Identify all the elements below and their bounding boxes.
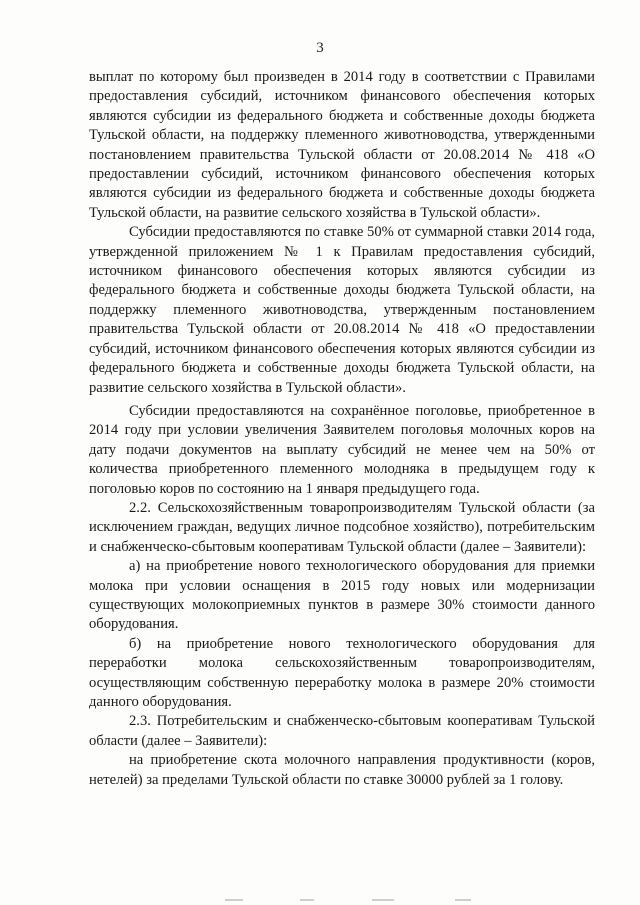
paragraph-1: выплат по которому был произведен в 2014 году в соответствии с Правилами предоставления субсидий, источником финансового обеспечения которых являются субсидии из федерального бюджета и собственные доходы бюджета Тульской области, на поддержку племенного животноводства, утвержденными постановлением правительства Тульской области от 20.08.2014 № 418 «О предоставлении субсидий, источником финансового обеспечения которых являются субсидии из федерального бюджета и собственные доходы бюджета Тульской области, на развитие сельского хозяйства в Тульской области». (89, 69, 595, 221)
paragraph-2: Субсидии предоставляются по ставке 50% от суммарной ставки 2014 года, утвержденной приложением № 1 к Правилам предоставления субсидий, источником финансового обеспечения которых являются субсидии из федерального бюджета и собственные доходы бюджета Тульской области, на поддержку племенного животноводства, утвержденным постановлением правительства Тульской области от 20.08.2014 № 418 «О предоставлении субсидий, источником финансового обеспечения которых являются субсидии из федерального бюджета и собственные доходы бюджета Тульской области, на развитие сельского хозяйства в Тульской области». (89, 224, 595, 396)
paragraph-8: на приобретение скота молочного направления продуктивности (коров, нетелей) за пределами Тульской области по ставке 30000 рублей за 1 голову. (89, 752, 595, 788)
scan-speck (455, 899, 471, 901)
paragraph-5: а) на приобретение нового технологического оборудования для приемки молока при условии оснащения в 2015 году новых или модернизации существующих молокоприемных пунктов в размере 30% стоимости данного оборудования. (89, 558, 595, 633)
scan-speck (225, 899, 243, 901)
document-body (89, 68, 595, 790)
scan-speck (300, 899, 314, 901)
paragraph-4: 2.2. Сельскохозяйственным товаропроизводителям Тульской области (за исключением граждан, ведущих личное подсобное хозяйство), потребительским и снабженческо-сбытовым кооперативам Тульской области (далее – Заявители): (89, 499, 595, 555)
paragraph-7: 2.3. Потребительским и снабженческо-сбытовым кооперативам Тульской области (далее – Заявители): (89, 713, 595, 749)
scan-speck (372, 899, 394, 901)
paragraph-3: Субсидии предоставляются на сохранённое поголовье, приобретенное в 2014 году при условии увеличения Заявителем поголовья молочных коров на дату подачи документов на выплату субсидий не менее чем на 50% от количества приобретенного племенного молодняка в предыдущем году к поголовью коров по состоянию на 1 января предыдущего года. (89, 402, 595, 497)
page-number: 3 (316, 40, 324, 56)
scan-artifacts (0, 895, 640, 905)
paragraph-6: б) на приобретение нового технологического оборудования для переработки молока сельскохозяйственным товаропроизводителям, осуществляющим собственную переработку молока в размере 20% стоимости данного оборудования. (89, 635, 595, 710)
